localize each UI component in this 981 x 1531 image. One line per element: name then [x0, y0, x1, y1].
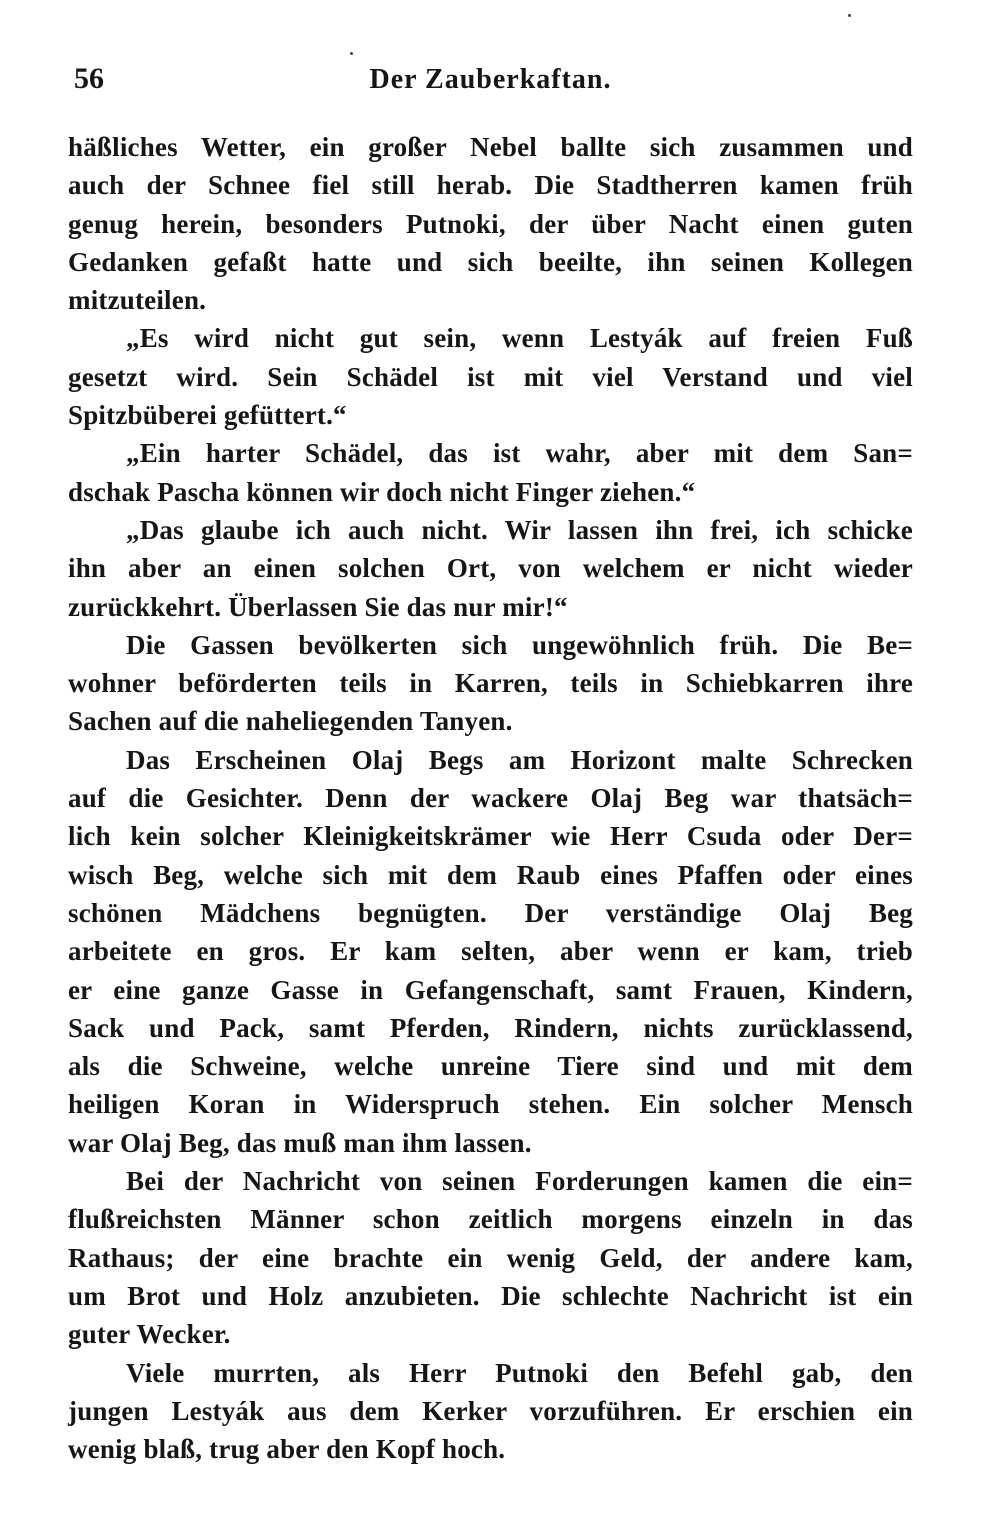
text-line: er eine ganze Gasse in Gefangenschaft, samt Frauen, Kindern,	[68, 974, 913, 1005]
page-body	[68, 128, 913, 1468]
running-title: Der Zauberkaftan.	[369, 64, 612, 95]
text-line: dschak Pascha können wir doch nicht Finger ziehen.“	[68, 476, 696, 507]
text-line: auf die Gesichter. Denn der wackere Olaj Beg war thatsäch=	[68, 783, 913, 814]
text-line: „Es wird nicht gut sein, wenn Lestyák auf freien Fuß	[126, 323, 913, 354]
text-line: mitzuteilen.	[68, 285, 207, 316]
text-line: schönen Mädchens begnügten. Der verständige Olaj Beg	[68, 897, 913, 928]
page-number: 56	[74, 62, 104, 95]
paragraph	[68, 434, 913, 511]
text-line: Spitzbüberei gefüttert.“	[68, 400, 347, 431]
text-line: guter Wecker.	[68, 1319, 231, 1350]
text-line: arbeitete en gros. Er kam selten, aber wenn er kam, trieb	[68, 936, 913, 967]
text-line: jungen Lestyák aus dem Kerker vorzuführen. Er erschien ein	[68, 1395, 913, 1426]
text-line: wenig blaß, trug aber den Kopf hoch.	[68, 1434, 506, 1465]
text-line: Sack und Pack, samt Pferden, Rindern, nichts zurücklassend,	[68, 1012, 913, 1043]
text-line: Viele murrten, als Herr Putnoki den Befehl gab, den	[126, 1357, 913, 1388]
text-line: Die Gassen bevölkerten sich ungewöhnlich früh. Die Be=	[126, 629, 913, 660]
text-line: ihn aber an einen solchen Ort, von welchem er nicht wieder	[68, 553, 913, 584]
paragraph	[68, 128, 913, 319]
paragraph	[68, 626, 913, 741]
paragraph	[68, 1354, 913, 1469]
page-header	[68, 62, 913, 104]
text-line: Sachen auf die naheliegenden Tanyen.	[68, 706, 513, 737]
text-line: gesetzt wird. Sein Schädel ist mit viel Verstand und viel	[68, 361, 913, 392]
paragraph	[68, 319, 913, 434]
text-line: auch der Schnee fiel still herab. Die Stadtherren kamen früh	[68, 170, 913, 201]
text-line: Bei der Nachricht von seinen Forderungen kamen die ein=	[126, 1166, 913, 1197]
text-line: Das Erscheinen Olaj Begs am Horizont malte Schrecken	[126, 744, 913, 775]
scan-speck	[848, 14, 851, 17]
text-line: lich kein solcher Kleinigkeitskrämer wie Herr Csuda oder Der=	[68, 821, 913, 852]
text-line: Rathaus; der eine brachte ein wenig Geld, der andere kam,	[68, 1242, 913, 1273]
text-line: um Brot und Holz anzubieten. Die schlechte Nachricht ist ein	[68, 1280, 913, 1311]
text-line: war Olaj Beg, das muß man ihm lassen.	[68, 1127, 532, 1158]
paragraph	[68, 1162, 913, 1353]
text-line: „Ein harter Schädel, das ist wahr, aber mit dem San=	[126, 438, 913, 469]
text-line: „Das glaube ich auch nicht. Wir lassen ihn frei, ich schicke	[126, 514, 913, 545]
text-line: heiligen Koran in Widerspruch stehen. Ein solcher Mensch	[68, 1089, 913, 1120]
text-line: wisch Beg, welche sich mit dem Raub eines Pfaffen oder eines	[68, 859, 913, 890]
text-line: genug herein, besonders Putnoki, der über Nacht einen guten	[68, 208, 913, 239]
text-line: als die Schweine, welche unreine Tiere sind und mit dem	[68, 1051, 913, 1082]
paragraph	[68, 511, 913, 626]
text-line: zurückkehrt. Überlassen Sie das nur mir!“	[68, 591, 568, 622]
paragraph	[68, 741, 913, 1162]
text-line: Gedanken gefaßt hatte und sich beeilte, ihn seinen Kollegen	[68, 246, 913, 277]
text-line: flußreichsten Männer schon zeitlich morgens einzeln in das	[68, 1204, 913, 1235]
scan-speck	[350, 52, 353, 55]
text-line: häßliches Wetter, ein großer Nebel ballte sich zusammen und	[68, 132, 913, 162]
text-line: wohner beförderten teils in Karren, teils in Schiebkarren ihre	[68, 668, 913, 699]
